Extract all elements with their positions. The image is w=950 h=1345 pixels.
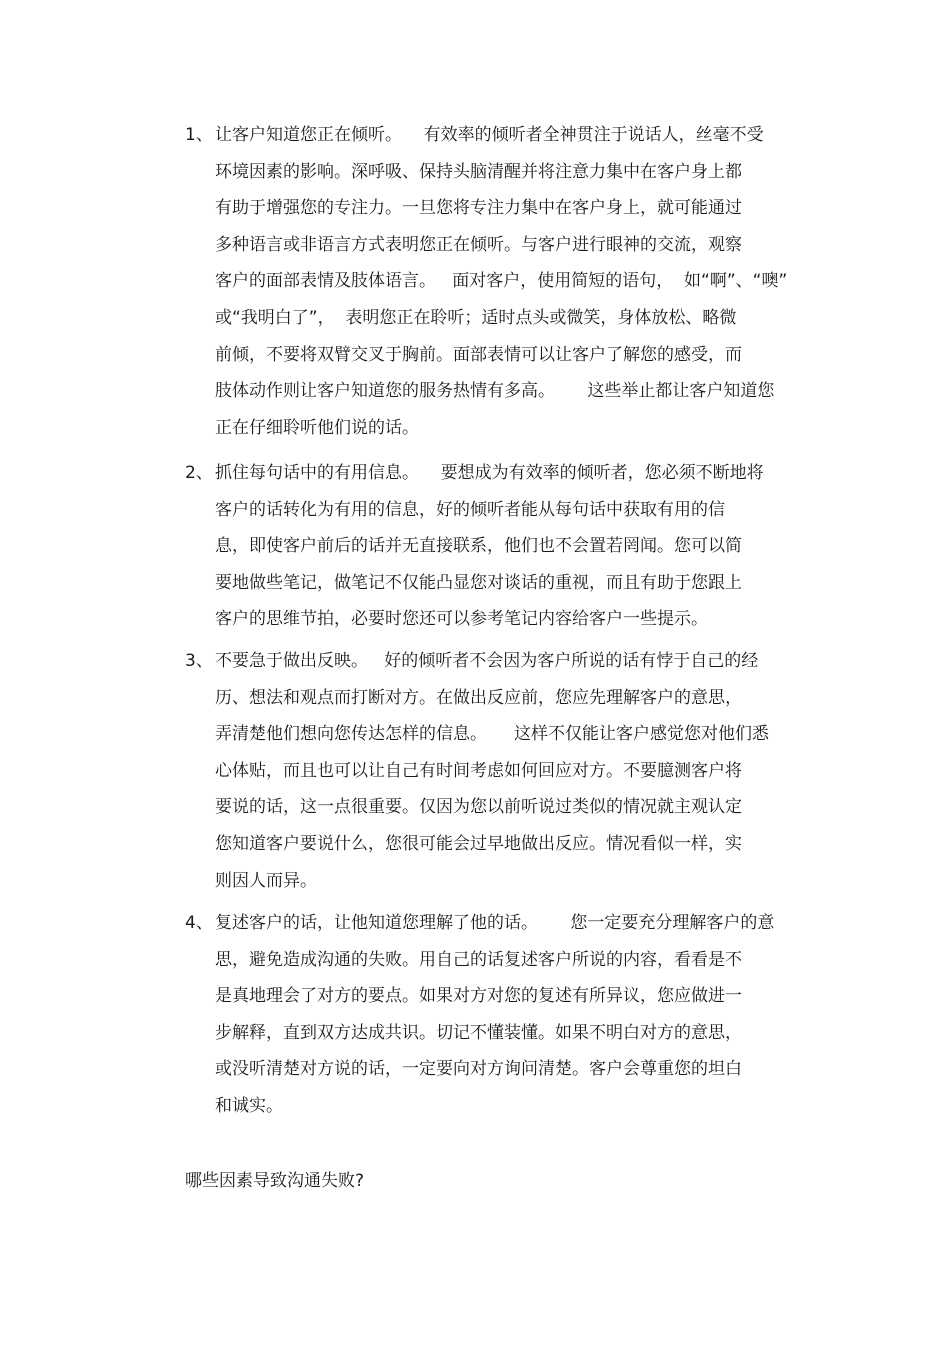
paragraph-line: 或“我明白了”， 表明您正在聆听；适时点头或微笑，身体放松、略微 bbox=[215, 308, 737, 328]
paragraph-line: 客户的面部表情及肢体语言。 面对客户，使用简短的语句， 如“啊”、“噢” bbox=[215, 271, 788, 292]
paragraph-line: 正在仔细聆听他们说的话。 bbox=[215, 417, 419, 438]
paragraph-line: 是真地理会了对方的要点。如果对方对您的复述有所异议，您应做进一 bbox=[215, 986, 742, 1007]
paragraph-line: 息，即使客户前后的话并无直接联系，他们也不会置若罔闻。您可以简 bbox=[215, 536, 742, 557]
paragraph-line: 心体贴，而且也可以让自己有时间考虑如何回应对方。不要臆测客户将 bbox=[215, 760, 742, 781]
paragraph-line: 客户的思维节拍，必要时您还可以参考笔记内容给客户一些提示。 bbox=[215, 609, 708, 630]
paragraph-line: 要说的话，这一点很重要。仅因为您以前听说过类似的情况就主观认定 bbox=[215, 797, 742, 818]
paragraph-line: 前倾，不要将双臂交叉于胸前。面部表情可以让客户了解您的感受，而 bbox=[215, 344, 742, 365]
paragraph-line: 步解释，直到双方达成共识。切记不懂装懂。如果不明白对方的意思， bbox=[215, 1022, 742, 1043]
item-number: 3、 bbox=[185, 651, 213, 671]
paragraph-line: 让客户知道您正在倾听。 有效率的倾听者全神贯注于说话人，丝毫不受 bbox=[215, 125, 764, 145]
item-number: 1、 bbox=[185, 125, 213, 145]
paragraph-line: 或没听清楚对方说的话，一定要向对方询问清楚。客户会尊重您的坦白 bbox=[215, 1059, 742, 1080]
paragraph-line: 多种语言或非语言方式表明您正在倾听。与客户进行眼神的交流，观察 bbox=[215, 234, 742, 255]
paragraph-line: 弄清楚他们想向您传达怎样的信息。 这样不仅能让客户感觉您对他们悉 bbox=[215, 724, 770, 745]
item-number: 2、 bbox=[185, 463, 213, 483]
paragraph-line: 肢体动作则让客户知道您的服务热情有多高。 这些举止都让客户知道您 bbox=[215, 381, 775, 402]
paragraph-line: 环境因素的影响。深呼吸、保持头脑清醒并将注意力集中在客户身上都 bbox=[215, 161, 742, 182]
item-number: 4、 bbox=[185, 913, 213, 933]
paragraph-line: 则因人而异。 bbox=[215, 870, 317, 891]
paragraph-line: 历、想法和观点而打断对方。在做出反应前，您应先理解客户的意思， bbox=[215, 687, 742, 708]
paragraph-line: 和诚实。 bbox=[215, 1096, 283, 1116]
paragraph-line: 思，避免造成沟通的失败。用自己的话复述客户所说的内容，看看是不 bbox=[215, 949, 742, 970]
paragraph-line: 不要急于做出反映。 好的倾听者不会因为客户所说的话有悖于自己的经 bbox=[215, 651, 759, 671]
question-heading: 哪些因素导致沟通失败? bbox=[185, 1171, 365, 1191]
paragraph-line: 复述客户的话，让他知道您理解了他的话。 您一定要充分理解客户的意 bbox=[215, 913, 775, 933]
paragraph-line: 有助于增强您的专注力。一旦您将专注力集中在客户身上，就可能通过 bbox=[215, 198, 742, 219]
paragraph-line: 客户的话转化为有用的信息，好的倾听者能从每句话中获取有用的信 bbox=[215, 499, 725, 520]
paragraph-line: 抓住每句话中的有用信息。 要想成为有效率的倾听者，您必须不断地将 bbox=[215, 463, 764, 483]
paragraph-line: 要地做些笔记，做笔记不仅能凸显您对谈话的重视，而且有助于您跟上 bbox=[215, 572, 742, 593]
paragraph-line: 您知道客户要说什么，您很可能会过早地做出反应。情况看似一样，实 bbox=[215, 834, 742, 854]
